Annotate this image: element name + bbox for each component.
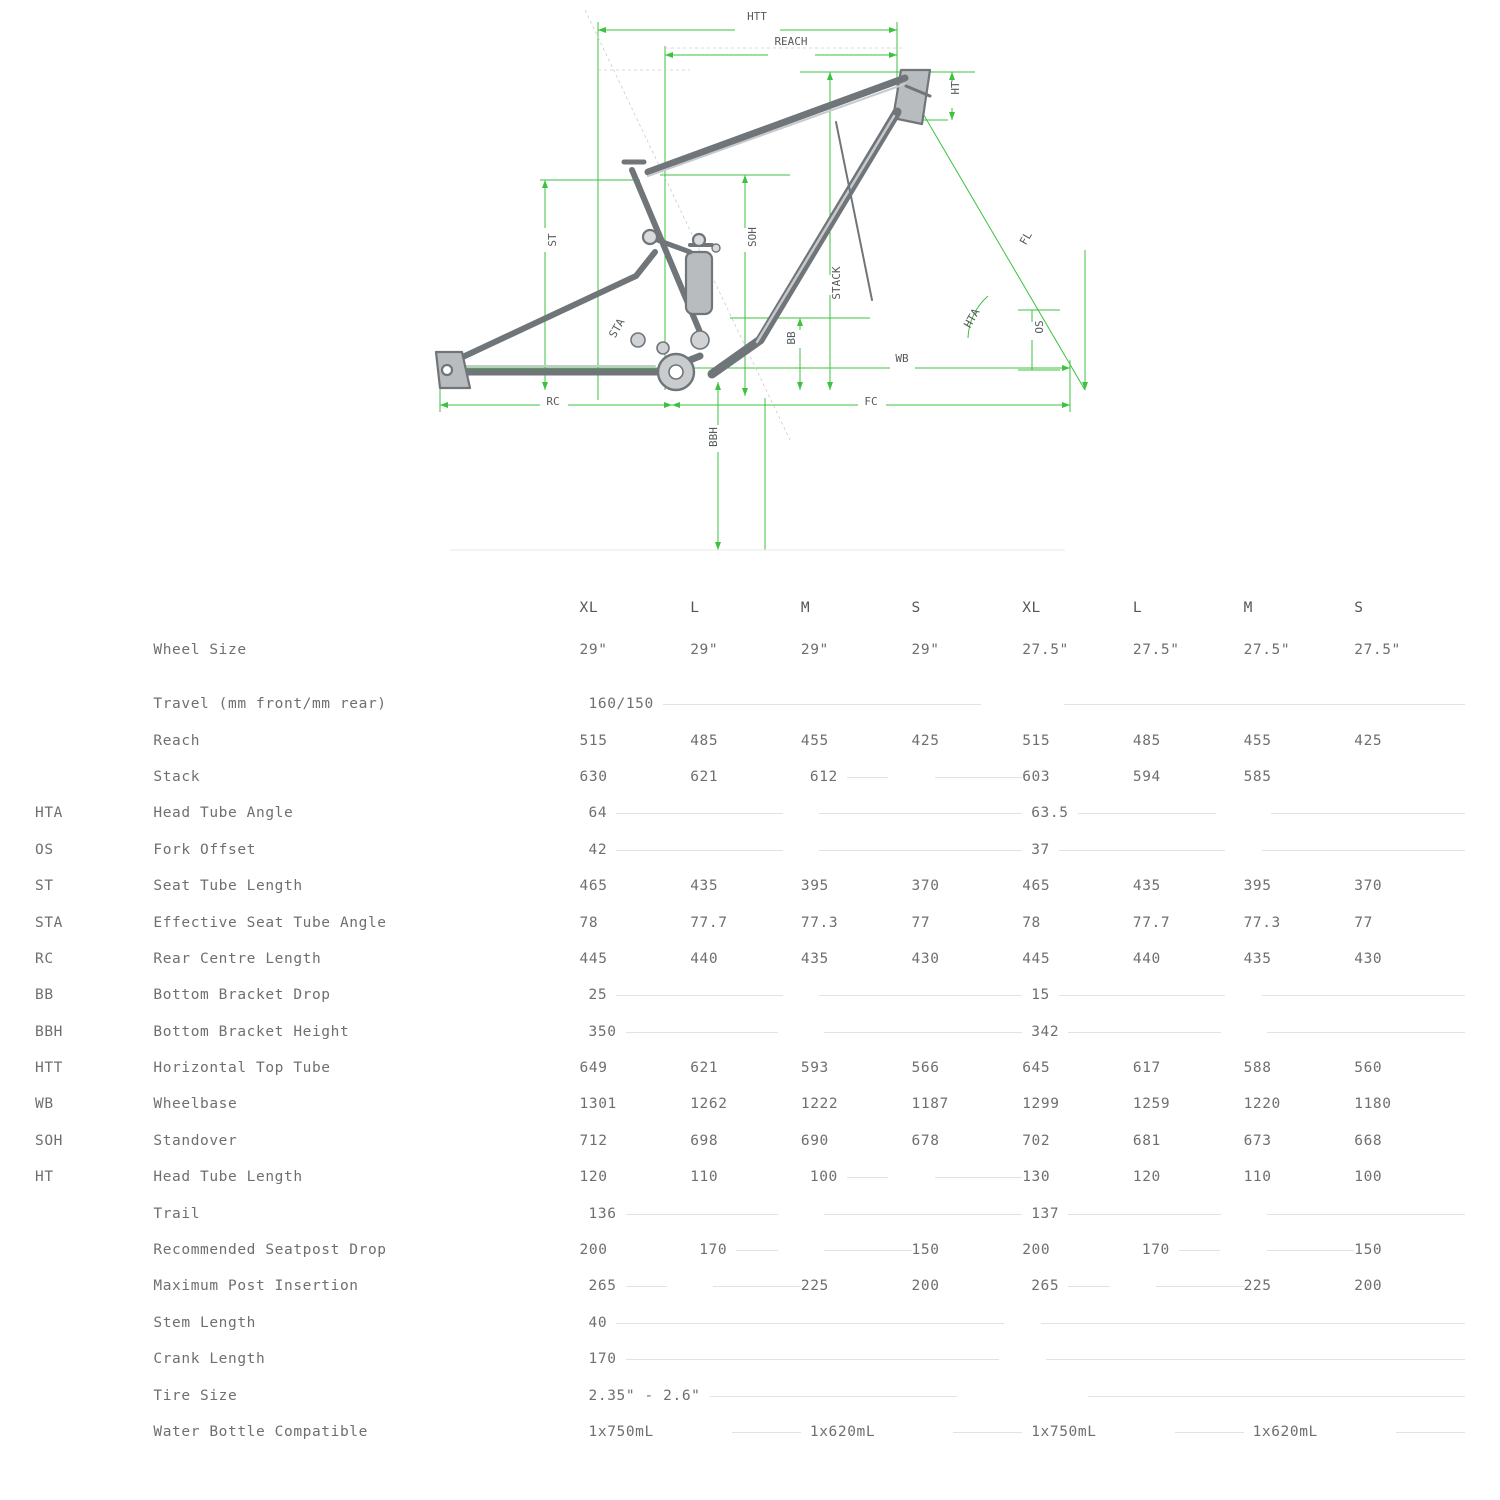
value-cell-span: 40 xyxy=(580,1305,1465,1341)
table-row-gap xyxy=(35,672,1465,686)
value-cell: 1301 xyxy=(579,1096,617,1113)
value-cell: 27.5" xyxy=(1132,642,1180,658)
value-cell: 77.7 xyxy=(690,914,728,931)
abbr-cell xyxy=(35,588,153,628)
size-header-7: M xyxy=(1243,600,1253,616)
table-row xyxy=(35,1268,1465,1304)
value-cell: 29" xyxy=(579,642,608,658)
table-row xyxy=(35,1195,1465,1231)
value-cell: 440 xyxy=(690,950,719,967)
row-label: Maximum Post Insertion xyxy=(153,1278,359,1295)
table-row xyxy=(35,628,1465,672)
spacer-cell xyxy=(35,672,1465,686)
value-cell: 120 xyxy=(1132,1169,1161,1186)
table-row xyxy=(35,832,1465,868)
frame-illustration xyxy=(436,70,930,390)
value-cell-span: 2.35" - 2.6" xyxy=(580,1377,1465,1413)
value-cell: 668 xyxy=(1354,1132,1383,1149)
abbr-cell: ST xyxy=(35,878,54,895)
row-label: Tire Size xyxy=(153,1387,238,1404)
row-label: Seat Tube Length xyxy=(153,878,303,895)
row-label: Travel (mm front/mm rear) xyxy=(153,696,387,713)
abbr-cell xyxy=(35,1232,153,1268)
value-cell: 465 xyxy=(579,878,608,895)
table-row xyxy=(35,941,1465,977)
value-cell: 621 xyxy=(690,1060,719,1077)
value-cell: 29" xyxy=(800,642,829,658)
geometry-table xyxy=(35,588,1465,1450)
table-row xyxy=(35,759,1465,795)
rc-label: RC xyxy=(546,395,560,408)
value-cell: 120 xyxy=(579,1169,608,1186)
table-header-row xyxy=(35,588,1465,628)
row-label: Crank Length xyxy=(153,1351,266,1368)
value-cell: 77.3 xyxy=(1243,914,1281,931)
row-label: Trail xyxy=(153,1205,201,1222)
row-label: Stack xyxy=(153,768,201,785)
row-label: Water Bottle Compatible xyxy=(153,1424,368,1440)
ht-label: HT xyxy=(949,81,962,95)
table-row xyxy=(35,1341,1465,1377)
value-cell: 455 xyxy=(800,732,829,749)
value-cell: 78 xyxy=(579,914,599,931)
size-header-6: L xyxy=(1132,600,1143,616)
bb-label: BB xyxy=(785,331,798,345)
geometry-diagram xyxy=(0,0,1500,580)
value-cell-span: 160/150 xyxy=(580,686,1465,722)
value-cell: 440 xyxy=(1132,950,1161,967)
size-header-5: XL xyxy=(1022,600,1041,616)
value-cell: 150 xyxy=(1354,1242,1383,1259)
value-cell: 29" xyxy=(690,642,719,658)
value-cell-span: 137 xyxy=(1022,1195,1465,1231)
value-cell: 77.3 xyxy=(800,914,839,931)
abbr-cell xyxy=(35,1377,153,1413)
value-cell-span: 612 xyxy=(801,759,1022,795)
value-cell: 200 xyxy=(579,1242,608,1259)
value-cell: 1220 xyxy=(1243,1096,1281,1113)
value-cell: 110 xyxy=(1243,1169,1272,1186)
value-cell: 430 xyxy=(1354,950,1383,967)
table-row xyxy=(35,868,1465,904)
row-label: Standover xyxy=(153,1132,238,1149)
abbr-cell xyxy=(35,1341,153,1377)
row-label: Stem Length xyxy=(153,1314,257,1331)
row-label: Reach xyxy=(153,732,201,749)
value-cell: 435 xyxy=(690,878,719,895)
value-cell: 425 xyxy=(911,732,940,749)
value-cell: 594 xyxy=(1132,768,1161,785)
abbr-cell: OS xyxy=(35,841,54,858)
value-cell: 681 xyxy=(1132,1132,1161,1149)
abbr-cell: SOH xyxy=(35,1132,63,1149)
value-cell: 435 xyxy=(1243,950,1272,967)
value-cell-span: 170 xyxy=(690,1232,911,1268)
value-cell: 690 xyxy=(800,1132,829,1149)
value-cell: 445 xyxy=(579,950,608,967)
value-cell: 1259 xyxy=(1132,1096,1171,1113)
size-header-4: S xyxy=(911,600,921,616)
abbr-cell xyxy=(35,628,153,672)
htt-label: HTT xyxy=(747,10,767,23)
table-row xyxy=(35,722,1465,758)
value-cell: 77 xyxy=(1354,914,1373,931)
abbr-cell xyxy=(35,722,153,758)
geometry-diagram-svg xyxy=(0,0,1500,580)
size-header-1: XL xyxy=(579,600,599,616)
reach-label: REACH xyxy=(774,35,808,48)
value-cell: 1222 xyxy=(800,1096,839,1113)
value-cell-span: 37 xyxy=(1022,832,1465,868)
value-cell: 78 xyxy=(1022,914,1041,931)
value-cell: 200 xyxy=(1022,1242,1051,1259)
table-row xyxy=(35,1232,1465,1268)
row-label: Head Tube Length xyxy=(153,1169,303,1186)
row-label: Bottom Bracket Height xyxy=(153,1023,350,1040)
value-cell: 435 xyxy=(1132,878,1161,895)
size-header-8: S xyxy=(1354,600,1364,616)
value-cell: 200 xyxy=(911,1278,940,1295)
dimension-lines xyxy=(440,22,1088,550)
geometry-table-container xyxy=(0,588,1500,1450)
value-cell: 588 xyxy=(1243,1060,1272,1077)
bbh-label: BBH xyxy=(707,427,720,447)
value-cell-span: 64 xyxy=(580,795,1023,831)
row-label: Horizontal Top Tube xyxy=(153,1060,331,1077)
value-cell: 425 xyxy=(1354,732,1383,749)
os-label: OS xyxy=(1033,320,1046,334)
value-cell: 698 xyxy=(690,1132,719,1149)
value-cell: 200 xyxy=(1354,1278,1383,1295)
row-label: Rear Centre Length xyxy=(153,950,322,967)
value-cell-span: 100 xyxy=(801,1159,1022,1195)
table-row xyxy=(35,795,1465,831)
abbr-cell xyxy=(35,1195,153,1231)
value-cell: 585 xyxy=(1243,768,1272,785)
abbr-cell: HTA xyxy=(35,805,63,822)
value-cell: 1180 xyxy=(1354,1096,1392,1113)
row-label: Bottom Bracket Drop xyxy=(153,987,331,1004)
abbr-cell xyxy=(35,686,153,722)
size-header-3: M xyxy=(800,600,811,616)
table-row xyxy=(35,977,1465,1013)
abbr-cell: HTT xyxy=(35,1060,63,1077)
abbr-cell xyxy=(35,759,153,795)
value-cell: 603 xyxy=(1022,768,1051,785)
value-cell: 110 xyxy=(690,1169,719,1186)
value-cell-span: 342 xyxy=(1022,1014,1465,1050)
value-cell-span: 42 xyxy=(580,832,1023,868)
value-cell: 712 xyxy=(579,1132,608,1149)
value-cell-span: 136 xyxy=(580,1195,1023,1231)
soh-label: SOH xyxy=(746,227,759,247)
table-row xyxy=(35,1014,1465,1050)
wb-label: WB xyxy=(895,352,909,365)
value-cell: 27.5" xyxy=(1243,642,1291,658)
value-cell: 617 xyxy=(1132,1060,1161,1077)
value-cell-span: 170 xyxy=(580,1341,1465,1377)
row-label: Fork Offset xyxy=(153,841,257,858)
diagram-labels xyxy=(546,10,1046,447)
value-cell: 1299 xyxy=(1022,1096,1060,1113)
value-cell: 455 xyxy=(1243,732,1272,749)
row-label: Effective Seat Tube Angle xyxy=(153,914,387,931)
stack-label: STACK xyxy=(830,266,843,300)
value-cell: 465 xyxy=(1022,878,1051,895)
value-cell: 702 xyxy=(1022,1132,1051,1149)
table-row xyxy=(35,1159,1465,1195)
value-cell: 77.7 xyxy=(1132,914,1171,931)
value-cell: 435 xyxy=(800,950,829,967)
value-cell: 1262 xyxy=(690,1096,728,1113)
hta-label: HTA xyxy=(961,306,983,331)
value-cell: 515 xyxy=(579,732,608,749)
table-row xyxy=(35,686,1465,722)
abbr-cell xyxy=(35,1305,153,1341)
value-cell: 485 xyxy=(690,732,719,749)
table-row xyxy=(35,1123,1465,1159)
value-cell: 645 xyxy=(1022,1060,1051,1077)
value-cell: 1187 xyxy=(911,1096,949,1113)
value-cell-span: 1x620mL xyxy=(801,1414,1022,1450)
value-cell: 130 xyxy=(1022,1169,1051,1186)
st-label: ST xyxy=(546,233,559,247)
value-cell: 225 xyxy=(1243,1278,1272,1295)
value-cell: 678 xyxy=(911,1132,940,1149)
value-cell: 593 xyxy=(800,1060,829,1077)
abbr-cell: STA xyxy=(35,914,63,931)
row-label: Head Tube Angle xyxy=(153,805,294,822)
abbr-cell: BBH xyxy=(35,1023,63,1040)
abbr-cell xyxy=(35,1414,153,1450)
table-row xyxy=(35,904,1465,940)
row-label: Wheelbase xyxy=(153,1096,238,1113)
value-cell: 29" xyxy=(911,642,940,658)
table-row xyxy=(35,1305,1465,1341)
value-cell: 445 xyxy=(1022,950,1051,967)
abbr-cell: BB xyxy=(35,987,54,1004)
abbr-cell: RC xyxy=(35,950,54,967)
value-cell: 395 xyxy=(1243,878,1272,895)
value-cell: 370 xyxy=(1354,878,1383,895)
row-label xyxy=(153,588,579,628)
size-header-2: L xyxy=(690,600,700,616)
value-cell-span: 63.5 xyxy=(1022,795,1465,831)
table-row xyxy=(35,1377,1465,1413)
row-label: Wheel Size xyxy=(153,642,247,658)
abbr-cell xyxy=(35,1268,153,1304)
table-row xyxy=(35,1050,1465,1086)
value-cell-span: 25 xyxy=(580,977,1023,1013)
value-cell: 485 xyxy=(1132,732,1161,749)
value-cell-span: 15 xyxy=(1022,977,1465,1013)
sta-label: STA xyxy=(606,316,628,341)
value-cell-span: 1x750mL xyxy=(580,1414,801,1450)
value-cell: 630 xyxy=(579,768,608,785)
value-cell: 150 xyxy=(911,1242,940,1259)
row-label: Recommended Seatpost Drop xyxy=(153,1242,387,1259)
value-cell-span: 350 xyxy=(580,1014,1023,1050)
value-cell: 27.5" xyxy=(1354,642,1401,658)
abbr-cell: WB xyxy=(35,1096,54,1113)
abbr-cell: HT xyxy=(35,1169,54,1186)
value-cell: 673 xyxy=(1243,1132,1272,1149)
value-cell-span: 1x620mL xyxy=(1244,1414,1465,1450)
fl-label: FL xyxy=(1017,229,1035,248)
value-cell: 100 xyxy=(1354,1169,1383,1186)
value-cell: 566 xyxy=(911,1060,940,1077)
value-cell: 430 xyxy=(911,950,940,967)
value-cell: 370 xyxy=(911,878,940,895)
value-cell: 515 xyxy=(1022,732,1051,749)
value-cell-span: 1x750mL xyxy=(1022,1414,1243,1450)
value-cell: 395 xyxy=(800,878,829,895)
value-cell: 77 xyxy=(911,914,931,931)
value-cell: 621 xyxy=(690,768,719,785)
value-cell: 27.5" xyxy=(1022,642,1069,658)
value-cell-span: 265 xyxy=(580,1268,801,1304)
table-row xyxy=(35,1086,1465,1122)
value-cell-span: 265 xyxy=(1022,1268,1243,1304)
value-cell-span: 170 xyxy=(1133,1232,1354,1268)
table-row xyxy=(35,1414,1465,1450)
value-cell: 225 xyxy=(800,1278,829,1295)
fc-label: FC xyxy=(864,395,878,408)
value-cell: 560 xyxy=(1354,1060,1383,1077)
value-cell: 649 xyxy=(579,1060,608,1077)
